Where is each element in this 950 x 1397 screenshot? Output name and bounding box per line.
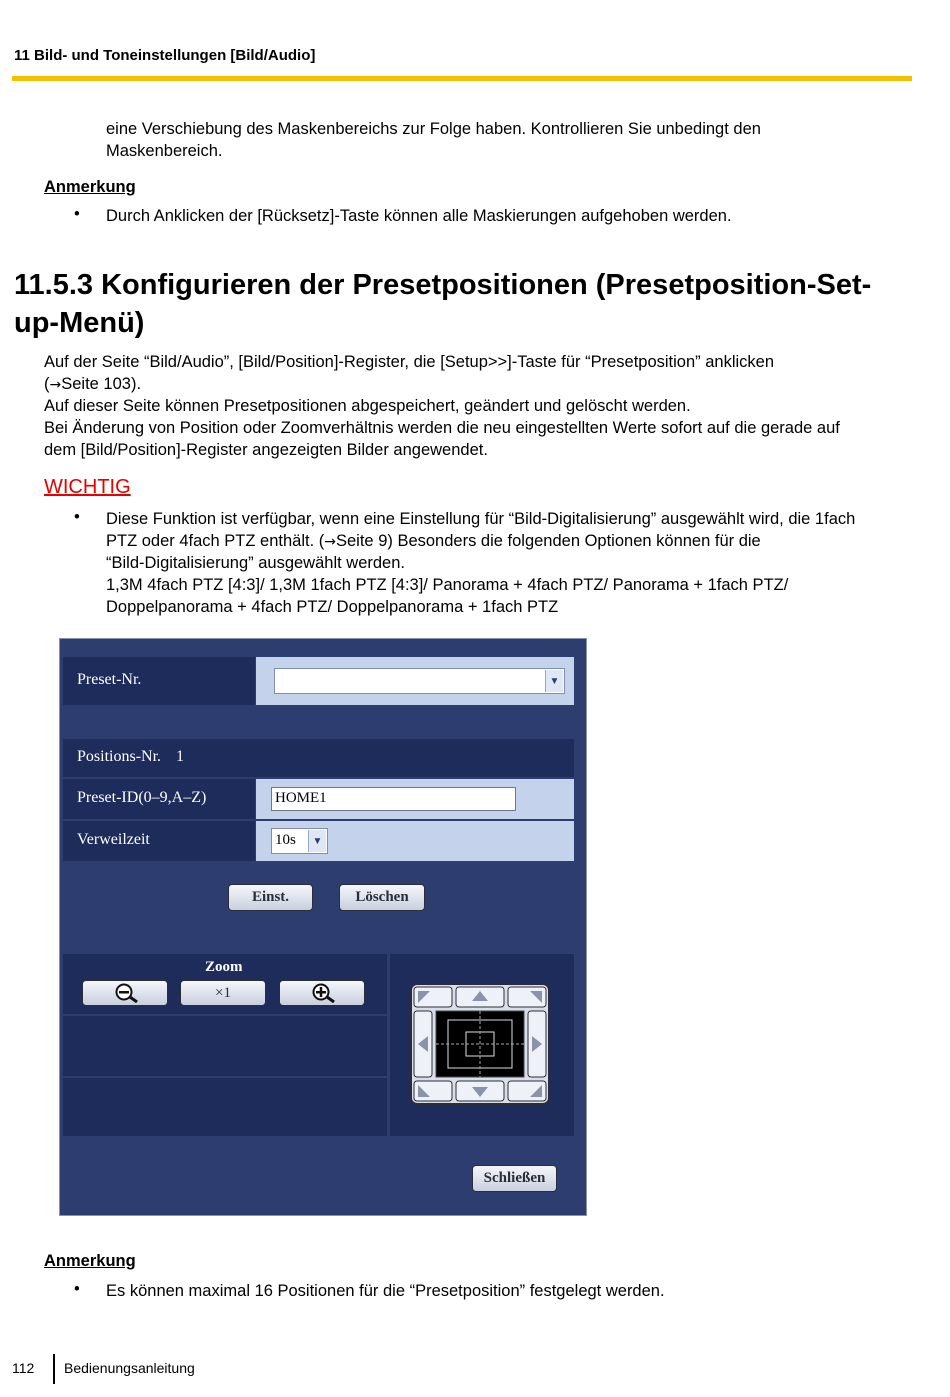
zoom-label: Zoom <box>205 959 243 975</box>
arrow-icon: → <box>49 377 62 393</box>
footnote-label: Anmerkung <box>44 1252 136 1270</box>
verweilzeit-selected: 10s <box>275 832 296 848</box>
footer-rule <box>53 1354 55 1384</box>
ptz-pad-area <box>390 954 574 1136</box>
important-label: WICHTIG <box>44 476 131 498</box>
zoom-in-button[interactable] <box>279 980 365 1006</box>
section-p3: Bei Änderung von Position oder Zoomverhältnis werden die neu eingestellten Werte sofort auf die gerade auf <box>44 419 840 437</box>
preset-nr-select[interactable] <box>274 668 565 694</box>
set-button[interactable]: Einst. <box>228 884 313 911</box>
preset-id-input[interactable]: HOME1 <box>271 787 516 811</box>
important-line-5: Doppelpanorama + 4fach PTZ/ Doppelpanorama + 1fach PTZ <box>106 598 559 616</box>
zoom-reset-button[interactable]: ×1 <box>180 980 266 1006</box>
preset-nr-label-cell <box>63 657 255 705</box>
important-line-2 <box>106 530 761 553</box>
section-p4: dem [Bild/Position]-Register angezeigten Bilder angewendet. <box>44 441 488 459</box>
zoom-out-icon <box>97 983 153 1003</box>
delete-button[interactable]: Löschen <box>339 884 425 911</box>
preset-nr-label: Preset-Nr. <box>77 671 142 688</box>
header-rule <box>12 76 912 81</box>
paren-open: ( <box>44 375 50 393</box>
zoom-in-icon <box>294 983 350 1003</box>
chapter-header: 11 Bild- und Toneinstellungen [Bild/Audio] <box>14 47 316 64</box>
chevron-down-icon[interactable]: ▼ <box>545 670 563 692</box>
page-ref-link[interactable]: Seite 9) Besonders die folgenden Optionen können für die <box>336 532 761 550</box>
section-p1b <box>44 373 141 396</box>
preset-setup-panel <box>59 638 587 1216</box>
page-ref-link[interactable]: Seite 103). <box>61 375 142 393</box>
positions-nr-label: Positions-Nr. <box>77 748 162 765</box>
positions-nr-row <box>63 739 574 777</box>
positions-nr-value: 1 <box>176 748 184 765</box>
close-button[interactable]: Schließen <box>472 1165 557 1192</box>
bullet-icon: • <box>74 205 80 223</box>
footer-title: Bedienungsanleitung <box>64 1360 195 1376</box>
intro-line-2: Maskenbereich. <box>106 142 223 160</box>
verweilzeit-select[interactable] <box>271 828 328 854</box>
bullet-icon: • <box>74 508 80 526</box>
chevron-down-icon[interactable]: ▼ <box>308 830 326 852</box>
important-line-1: Diese Funktion ist verfügbar, wenn eine Einstellung für “Bild-Digitalisierung” ausgewählt wird, die 1fach <box>106 510 856 528</box>
verweilzeit-value-cell <box>256 821 574 861</box>
preset-id-label-cell <box>63 779 255 819</box>
arrow-icon: → <box>324 534 336 550</box>
intro-line-1: eine Verschiebung des Maskenbereichs zur Folge haben. Kontrollieren Sie unbedingt den <box>106 120 761 138</box>
note-text: Durch Anklicken der [Rücksetz]-Taste können alle Maskierungen aufgehoben werden. <box>106 207 732 225</box>
note-label: Anmerkung <box>44 178 136 196</box>
ptz-control-pad[interactable] <box>410 983 550 1105</box>
zoom-out-button[interactable] <box>82 980 168 1006</box>
bullet-icon: • <box>74 1280 80 1298</box>
section-title <box>14 266 914 342</box>
preset-id-label: Preset-ID(0–9,A–Z) <box>77 789 207 806</box>
section-title-line-1: 11.5.3 Konfigurieren der Presetpositionen (Presetposition-Set- <box>14 269 872 301</box>
section-p1: Auf der Seite “Bild/Audio”, [Bild/Position]-Register, die [Setup>>]-Taste für “Presetposition” anklicken <box>44 353 775 371</box>
important-line-3: “Bild-Digitalisierung” ausgewählt werden. <box>106 554 405 572</box>
important-line-4: 1,3M 4fach PTZ [4:3]/ 1,3M 1fach PTZ [4:3]/ Panorama + 4fach PTZ/ Panorama + 1fach PTZ/ <box>106 576 789 594</box>
important-line-2-pre: PTZ oder 4fach PTZ enthält. ( <box>106 532 325 550</box>
control-row-2 <box>63 1016 387 1076</box>
section-title-line-2: up-Menü) <box>14 307 145 339</box>
verweilzeit-label-cell <box>63 821 255 861</box>
control-row-3 <box>63 1078 387 1136</box>
section-p2: Auf dieser Seite können Presetpositionen abgespeichert, geändert und gelöscht werden. <box>44 397 691 415</box>
preset-nr-value-cell <box>256 657 574 705</box>
preset-id-value-cell <box>256 779 574 819</box>
verweilzeit-label: Verweilzeit <box>77 831 150 848</box>
zoom-area <box>63 954 387 1014</box>
footnote-text: Es können maximal 16 Positionen für die “Presetposition” festgelegt werden. <box>106 1282 665 1300</box>
page-number: 112 <box>12 1360 35 1376</box>
